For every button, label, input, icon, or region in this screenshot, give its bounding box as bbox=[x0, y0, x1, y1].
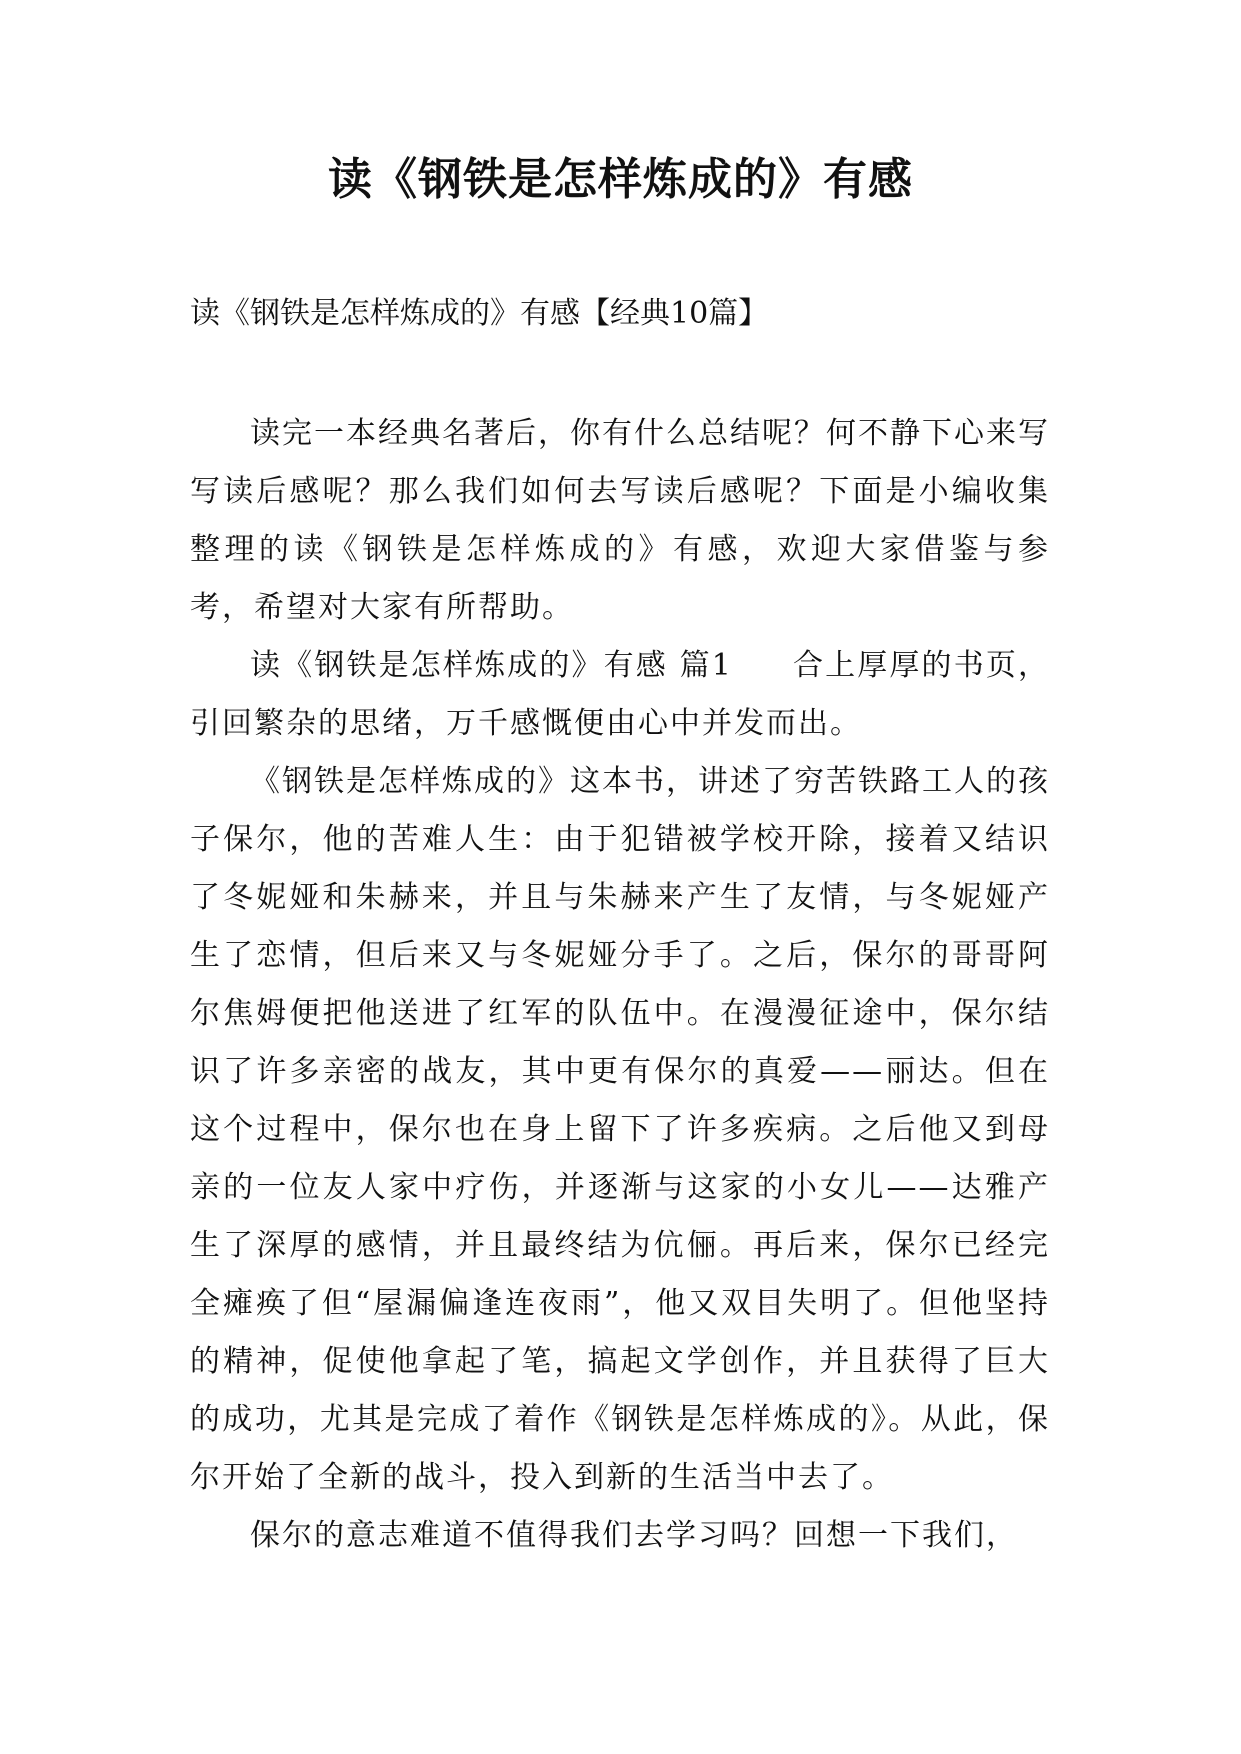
chapter-1-opening-text: 合上厚厚的书页，引回繁杂的思绪，万千感慨便由心中并发而出。 bbox=[190, 648, 1051, 741]
reflection-paragraph: 保尔的意志难道不值得我们去学习吗？回想一下我们， bbox=[250, 1518, 1018, 1553]
document-title: 读《钢铁是怎样炼成的》有感 bbox=[328, 154, 913, 205]
document-body bbox=[190, 405, 1050, 1565]
chapter-1-heading: 读《钢铁是怎样炼成的》有感 篇1 bbox=[250, 648, 733, 683]
summary-paragraph: 《钢铁是怎样炼成的》这本书，讲述了穷苦铁路工人的孩子保尔，他的苦难人生：由于犯错被学校开除，接着又结识了冬妮娅和朱赫来，并且与朱赫来产生了友情，与冬妮娅产生了恋情，但后来又与冬妮娅分手了。之后，保尔的哥哥阿尔焦姆便把他送进了红军的队伍中。在漫漫征途中，保尔结识了许多亲密的战友，其中更有保尔的真爱——丽达。但在这个过程中，保尔也在身上留下了许多疾病。之后他又到母亲的一位友人家中疗伤，并逐渐与这家的小女儿——达雅产生了深厚的感情，并且最终结为伉俪。再后来，保尔已经完全瘫痪了但“屋漏偏逢连夜雨”，他又双目失明了。但他坚持的精神，促使他拿起了笔，搞起文学创作，并且获得了巨大的成功，尤其是完成了着作《钢铁是怎样炼成的》。从此，保尔开始了全新的战斗，投入到新的生活当中去了。 bbox=[190, 764, 1050, 1495]
chapter-1-paragraph bbox=[190, 637, 1050, 753]
intro-paragraph: 读完一本经典名著后，你有什么总结呢？何不静下心来写写读后感呢？那么我们如何去写读后感呢？下面是小编收集整理的读《钢铁是怎样炼成的》有感，欢迎大家借鉴与参考，希望对大家有所帮助。 bbox=[190, 416, 1050, 625]
document-subtitle: 读《钢铁是怎样炼成的》有感【经典10篇】 bbox=[190, 296, 769, 331]
